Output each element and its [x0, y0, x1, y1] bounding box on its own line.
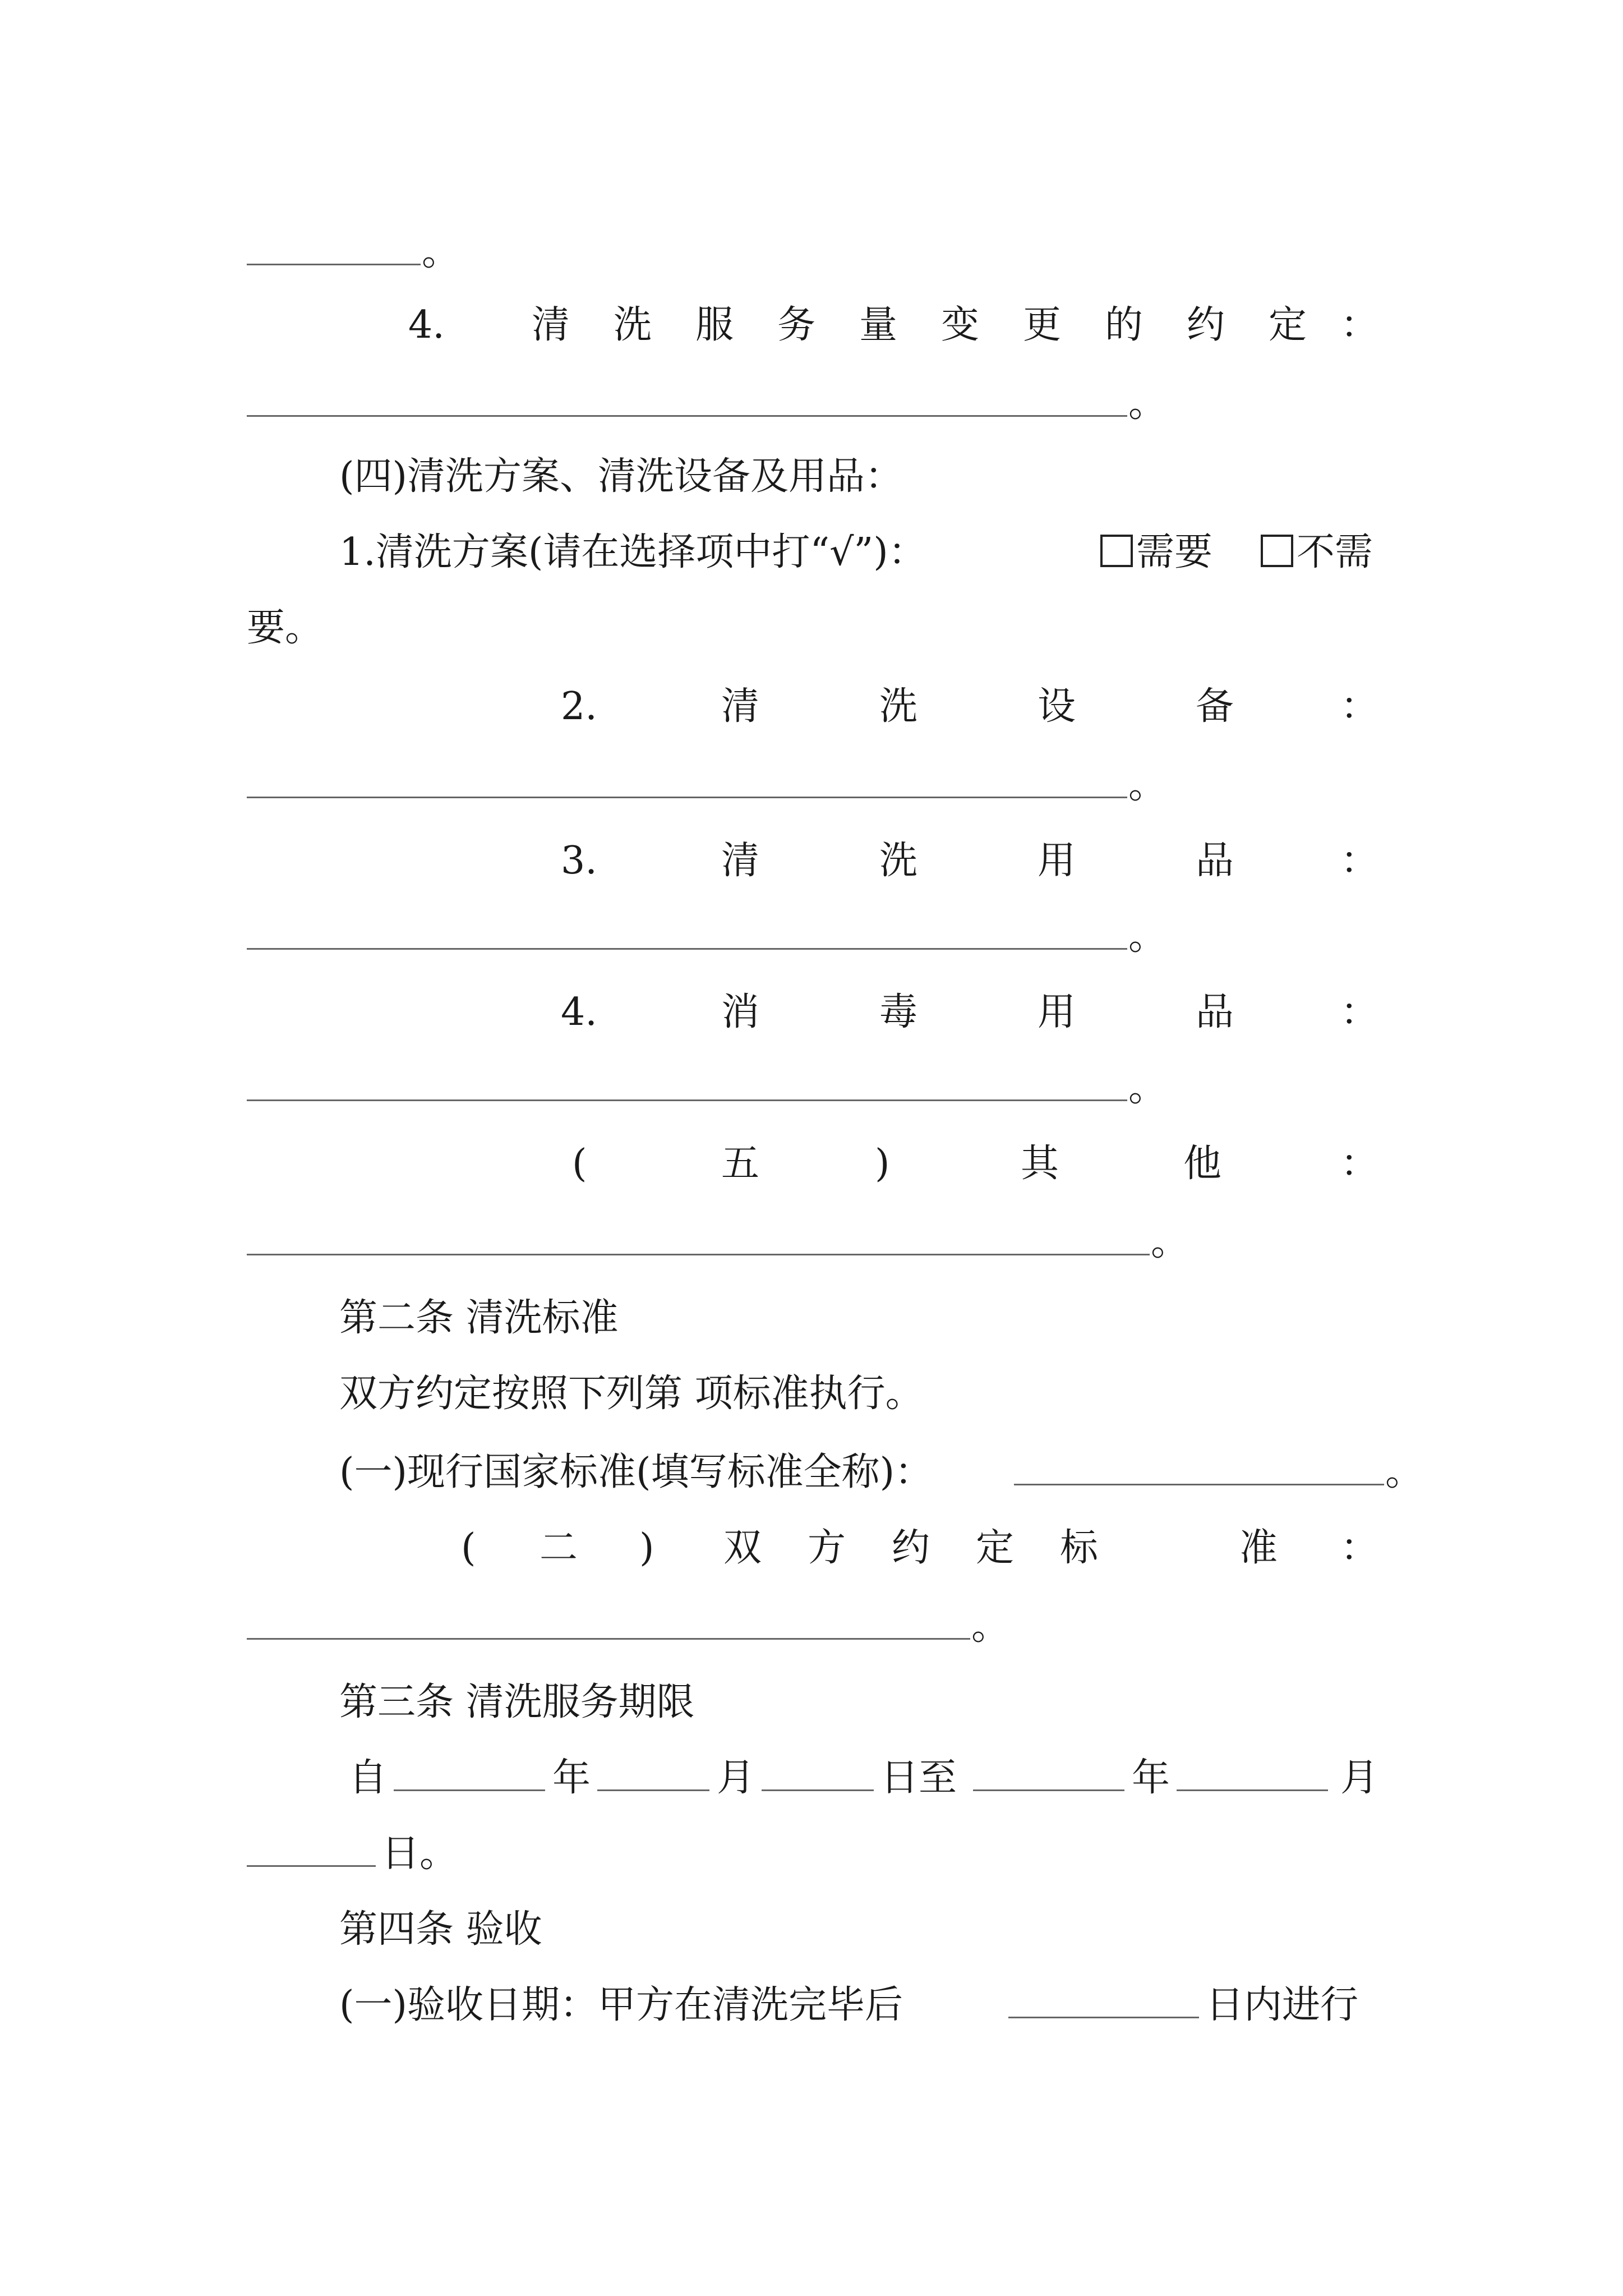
doc-line-16 — [0, 1355, 1623, 1433]
fill-blank-month[interactable] — [597, 1739, 709, 1791]
section-heading: (四)清洗方案、清洗设备及用品： — [339, 454, 903, 499]
fill-blank[interactable] — [247, 1049, 1127, 1101]
word: 约 — [1187, 303, 1225, 347]
doc-line-24 — [0, 1966, 1623, 2045]
item-number: 4. — [408, 303, 445, 347]
word: 标 — [1060, 1526, 1099, 1570]
doc-line-5 — [0, 513, 1623, 592]
word: 双 — [723, 1526, 762, 1570]
line-end: 。 — [1385, 1450, 1424, 1494]
option-not-need[interactable] — [1261, 513, 1373, 592]
article-heading: 第四条 验收 — [339, 1907, 542, 1952]
line-end: 。 — [422, 230, 460, 274]
word: 定 — [1269, 303, 1307, 347]
word: 二 — [540, 1526, 578, 1570]
fill-blank[interactable] — [247, 1588, 970, 1640]
doc-line-11 — [0, 973, 1623, 1052]
paragraph: 双方约定按照下列第 项标准执行。 — [339, 1372, 924, 1416]
word: 用 — [1038, 839, 1076, 883]
doc-line-9 — [0, 822, 1623, 900]
date-text: 日至 — [880, 1756, 957, 1800]
doc-line-21 — [0, 1739, 1623, 1818]
doc-line-8 — [0, 746, 1623, 825]
doc-line-18 — [0, 1509, 1623, 1588]
colon: ： — [1340, 1526, 1379, 1570]
fill-blank-day[interactable] — [762, 1739, 874, 1791]
paragraph: 日内进行 — [1206, 1983, 1359, 2027]
fill-blank-day[interactable] — [247, 1815, 376, 1867]
fill-blank-year[interactable] — [394, 1739, 545, 1791]
colon: ： — [1340, 839, 1379, 883]
word: ( — [572, 1142, 587, 1186]
doc-line-20 — [0, 1663, 1623, 1742]
word: 清 — [721, 684, 760, 729]
doc-line-14 — [0, 1203, 1623, 1282]
doc-line-3 — [0, 365, 1623, 443]
word: 更 — [1023, 303, 1062, 347]
date-text: 自 — [349, 1756, 388, 1800]
doc-line-2 — [0, 286, 1623, 365]
word: 五 — [721, 1142, 760, 1186]
line-end: 。 — [1128, 381, 1167, 426]
doc-line-4 — [0, 438, 1623, 516]
line-end: 。 — [1128, 1066, 1167, 1110]
word: ( — [461, 1526, 476, 1570]
word: 他 — [1183, 1142, 1222, 1186]
checkbox-icon[interactable] — [1100, 535, 1133, 567]
date-text: 月 — [717, 1756, 755, 1800]
doc-line-13 — [0, 1125, 1623, 1203]
checkbox-icon[interactable] — [1261, 535, 1293, 567]
word: 约 — [892, 1526, 930, 1570]
line-end: 。 — [1128, 763, 1167, 807]
word: 设 — [1038, 684, 1076, 729]
word: 服 — [695, 303, 734, 347]
item-number: 3. — [561, 839, 597, 883]
word: 消 — [721, 990, 760, 1034]
date-text: 日。 — [381, 1832, 458, 1876]
fill-blank-days[interactable] — [1008, 1966, 1199, 2018]
doc-line-7 — [0, 668, 1623, 746]
word: 其 — [1021, 1142, 1059, 1186]
date-text: 年 — [552, 1756, 591, 1800]
word: 毒 — [879, 990, 918, 1034]
colon: ： — [1340, 303, 1379, 347]
word: 的 — [1105, 303, 1144, 347]
option-prompt: 1.清洗方案(请在选择项中打“√”)： — [339, 530, 926, 574]
doc-line-15 — [0, 1279, 1623, 1358]
option-label: 需要 — [1136, 530, 1213, 574]
word: 量 — [859, 303, 898, 347]
word: 务 — [777, 303, 816, 347]
colon: ： — [1340, 1142, 1379, 1186]
word: ) — [639, 1526, 654, 1570]
fill-blank[interactable] — [247, 898, 1127, 950]
word: 变 — [941, 303, 980, 347]
word: 洗 — [614, 303, 652, 347]
word: 准 — [1239, 1526, 1278, 1570]
doc-line-23 — [0, 1890, 1623, 1969]
doc-line-1 — [0, 213, 1623, 292]
fill-blank[interactable] — [247, 213, 421, 265]
fill-blank[interactable] — [247, 365, 1127, 417]
word: 清 — [532, 303, 570, 347]
word: 品 — [1196, 839, 1234, 883]
date-text: 年 — [1132, 1756, 1170, 1800]
doc-line-19 — [0, 1588, 1623, 1666]
line-end: 。 — [1128, 914, 1167, 959]
word: 备 — [1196, 684, 1234, 729]
date-text: 月 — [1340, 1756, 1379, 1800]
article-heading: 第三条 清洗服务期限 — [339, 1680, 695, 1724]
word: 清 — [721, 839, 760, 883]
option-need[interactable] — [1100, 513, 1212, 592]
fill-blank[interactable] — [247, 746, 1127, 798]
doc-line-6 — [0, 589, 1623, 668]
doc-line-10 — [0, 898, 1623, 976]
paragraph: (一)验收日期：甲方在清洗完毕后 — [339, 1983, 903, 2027]
fill-blank-month[interactable] — [1177, 1739, 1328, 1791]
doc-line-22 — [0, 1815, 1623, 1893]
fill-blank[interactable] — [1014, 1433, 1384, 1485]
continuation-text: 要。 — [247, 606, 324, 650]
word: 方 — [808, 1526, 846, 1570]
word: 洗 — [879, 684, 918, 729]
item-number: 4. — [561, 990, 597, 1034]
colon: ： — [1340, 684, 1379, 729]
line-end: 。 — [971, 1604, 1010, 1649]
doc-line-12 — [0, 1049, 1623, 1128]
word: ) — [875, 1142, 890, 1186]
word: 用 — [1038, 990, 1076, 1034]
word: 定 — [976, 1526, 1015, 1570]
doc-line-17 — [0, 1433, 1623, 1512]
word: 品 — [1196, 990, 1234, 1034]
item-number: 2. — [561, 684, 597, 729]
line-end: 。 — [1151, 1220, 1189, 1264]
paragraph: (一)现行国家标准(填写标准全称)： — [339, 1450, 933, 1494]
fill-blank[interactable] — [247, 1203, 1150, 1255]
article-heading: 第二条 清洗标准 — [339, 1296, 619, 1340]
fill-blank-year[interactable] — [973, 1739, 1124, 1791]
word: 洗 — [879, 839, 918, 883]
colon: ： — [1340, 990, 1379, 1034]
option-label: 不需 — [1297, 530, 1373, 574]
